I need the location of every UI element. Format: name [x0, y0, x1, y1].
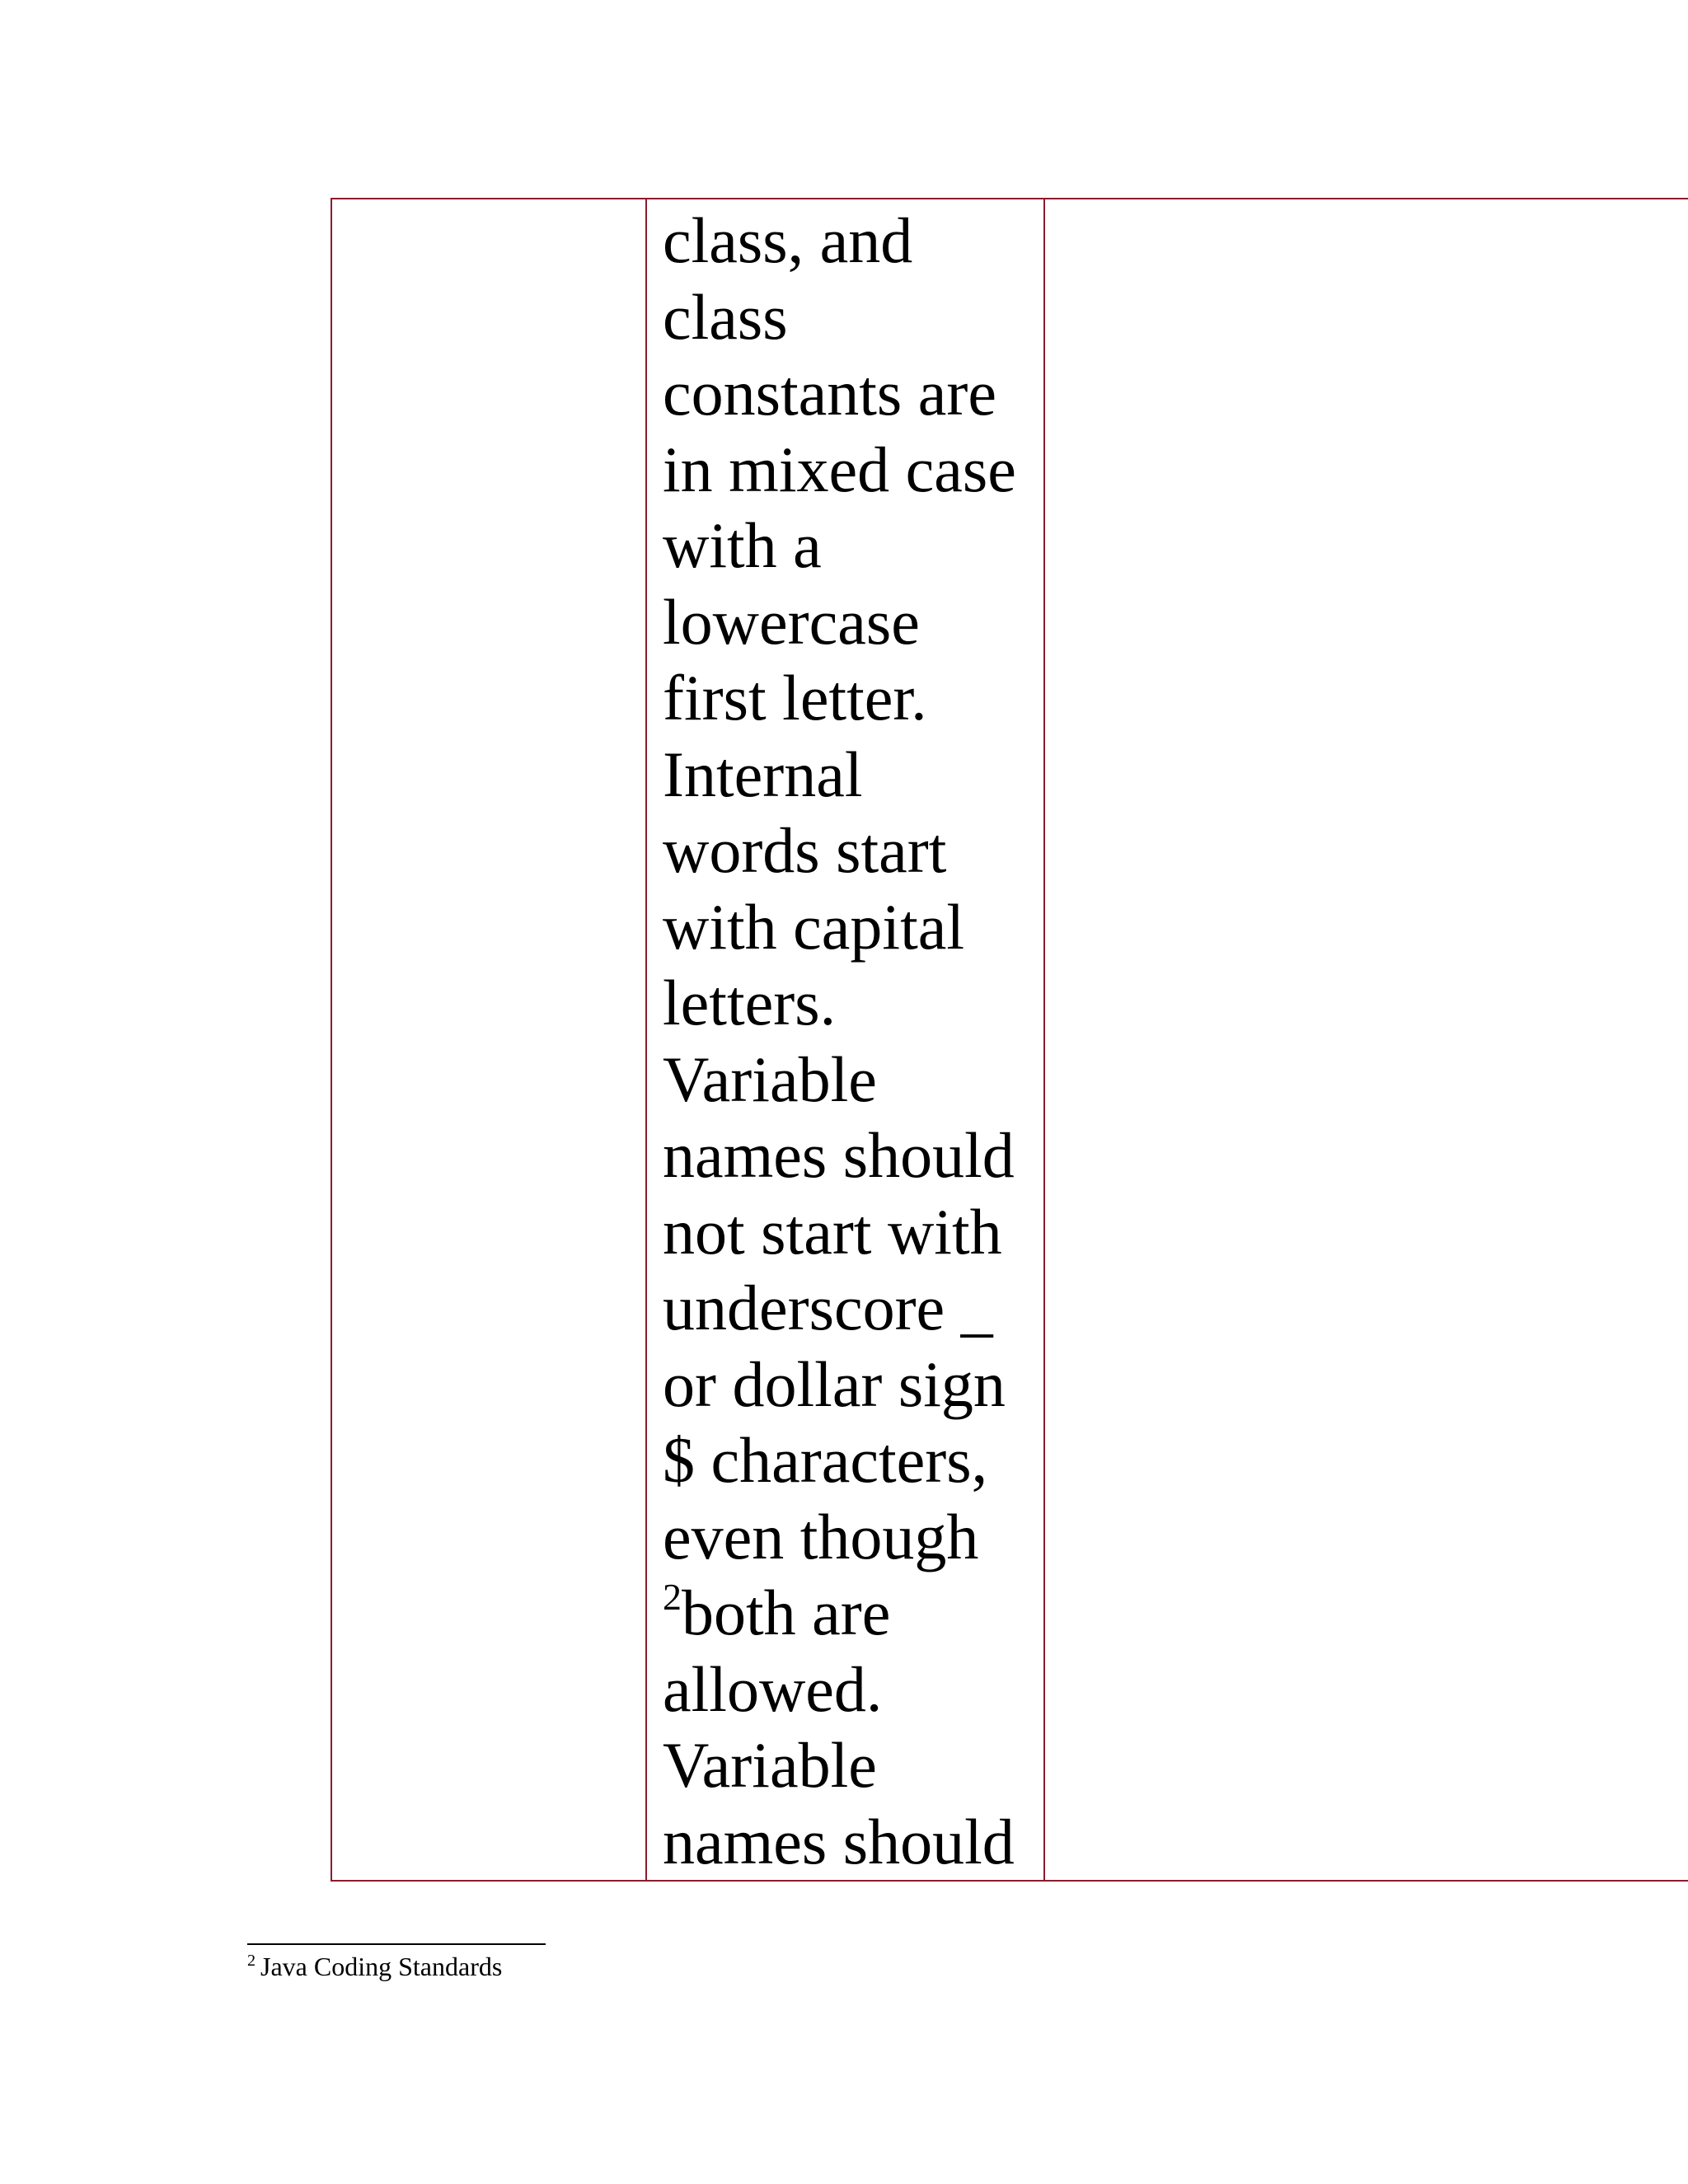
table-cell-empty-right [1044, 199, 1688, 1881]
text-line: constants are [663, 357, 997, 429]
text-line: Variable [663, 1043, 877, 1115]
table-cell-empty-left [331, 199, 646, 1881]
text-line-with-footnote-ref [663, 1575, 1043, 1652]
text-fragment: both are [682, 1577, 891, 1648]
text-line: words start [663, 814, 947, 886]
footnote-number: 2 [247, 1952, 256, 1970]
footnote-text: Java Coding Standards [260, 1952, 503, 1981]
text-line: with capital [663, 890, 965, 963]
text-line: underscore _ [663, 1272, 993, 1343]
text-line: letters. [663, 967, 837, 1038]
footnote [247, 1950, 502, 1983]
content-table [331, 198, 1688, 1882]
text-line: names should [663, 1805, 1015, 1877]
text-line: allowed. [663, 1652, 883, 1725]
text-line: or dollar sign [663, 1347, 1006, 1420]
text-line: $ characters, [663, 1424, 988, 1496]
text-line: class [663, 280, 788, 353]
text-line: with a [663, 509, 822, 581]
table-row [331, 199, 1688, 1881]
text-line: in mixed case [663, 433, 1016, 505]
text-line: names should [663, 1119, 1015, 1191]
text-line: Variable [663, 1729, 877, 1801]
footnote-separator [247, 1943, 546, 1945]
footnote-reference[interactable]: 2 [663, 1576, 682, 1618]
text-line: first letter. [663, 662, 927, 733]
table-cell-description [646, 199, 1044, 1881]
text-line: class, and [663, 204, 913, 276]
text-line: Internal [663, 738, 863, 810]
text-line: not start with [663, 1195, 1002, 1268]
text-line: lowercase [663, 585, 920, 658]
description-text [647, 199, 1043, 1880]
text-line: even though [663, 1500, 979, 1572]
